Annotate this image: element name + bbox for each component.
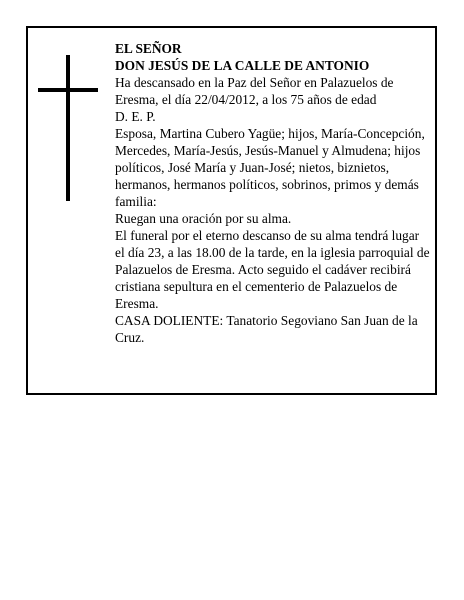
notice-title: EL SEÑOR <box>115 41 182 56</box>
deceased-name: DON JESÚS DE LA CALLE DE ANTONIO <box>115 58 370 73</box>
obituary-notice <box>26 26 437 395</box>
passing-statement: Ha descansado en la Paz del Señor en Palazuelos de Eresma, el día 22/04/2012, a los 75 años de edad <box>115 75 394 107</box>
cross-icon <box>38 55 98 201</box>
funeral-details: El funeral por el eterno descanso de su alma tendrá lugar el día 23, a las 18.00 de la tarde, en la iglesia parroquial de Palazuelos de Eresma. Acto seguido el cadáver recibirá cristiana sepultura en el cementerio de Palazuelos de Eresma. <box>115 228 430 311</box>
notice-text <box>115 40 431 346</box>
family-list: Esposa, Martina Cubero Yagüe; hijos, María-Concepción, Mercedes, María-Jesús, Jesús-Manuel y Almudena; hijos políticos, José María y Juan-José; nietos, biznietos, hermanos, hermanos políticos, sobrinos, primos y demás familia: <box>115 126 425 209</box>
rip-line: D. E. P. <box>115 109 156 124</box>
mourning-house: CASA DOLIENTE: Tanatorio Segoviano San Juan de la Cruz. <box>115 313 418 345</box>
prayer-request: Ruegan una oración por su alma. <box>115 211 292 226</box>
